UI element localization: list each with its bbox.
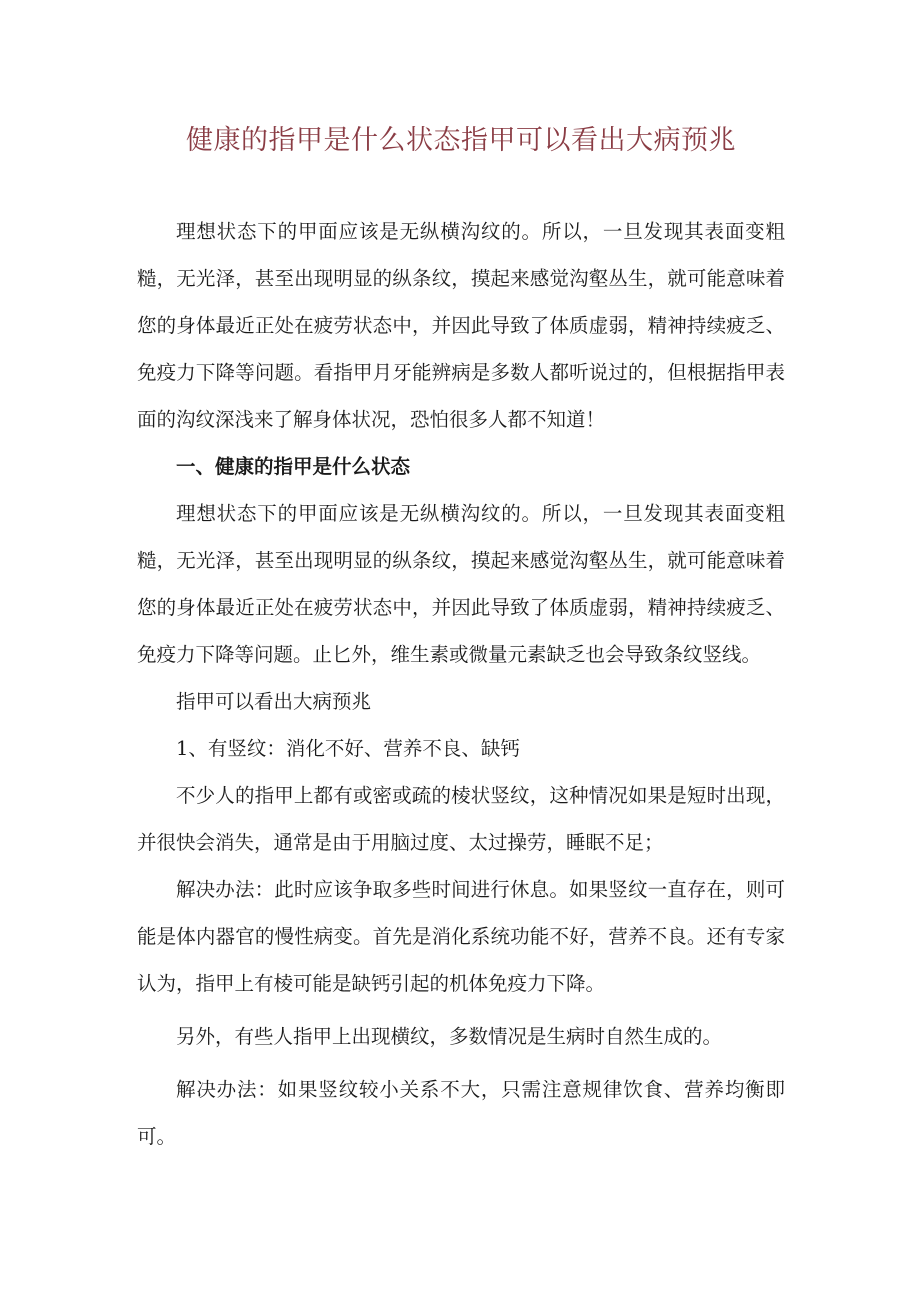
item-1-heading: 1、有竖纹：消化不好、营养不良、缺钙: [176, 737, 520, 760]
final-solution-paragraph: 解决办法：如果竖纹较小关系不大，只需注意规律饮食、营养均衡即可。: [137, 1078, 785, 1148]
document-title: 健康的指甲是什么状态指甲可以看出大病预兆: [186, 125, 736, 156]
item-1-paragraph: 不少人的指甲上都有或密或疏的棱状竖纹，这种情况如果是短时出现，并很快会消失，通常是由于用脑过度、太过操劳，睡眠不足；: [137, 784, 785, 854]
item-1-solution: 解决办法：此时应该争取多些时间进行休息。如果竖纹一直存在，则可能是体内器官的慢性病变。首先是消化系统功能不好，营养不良。还有专家认为，指甲上有棱可能是缺钙引起的机体免疫力下降。: [137, 878, 785, 995]
section-2-heading: 指甲可以看出大病预兆: [176, 690, 372, 713]
horizontal-lines-paragraph: 另外，有些人指甲上出现横纹，多数情况是生病时自然生成的。: [176, 1025, 723, 1048]
section-1-paragraph: 理想状态下的甲面应该是无纵横沟纹的。所以，一旦发现其表面变粗糙，无光泽，甚至出现明显的纵条纹，摸起来感觉沟壑丛生，就可能意味着您的身体最近正处在疲劳状态中，并因此导致了体质虚弱，精神持续疲乏、免疫力下降等问题。止匕外，维生素或微量元素缺乏也会导致条纹竖线。: [137, 502, 785, 666]
intro-paragraph: 理想状态下的甲面应该是无纵横沟纹的。所以，一旦发现其表面变粗糙，无光泽，甚至出现明显的纵条纹，摸起来感觉沟壑丛生，就可能意味着您的身体最近正处在疲劳状态中，并因此导致了体质虚弱，精神持续疲乏、免疫力下降等问题。看指甲月牙能辨病是多数人都听说过的，但根据指甲表面的沟纹深浅来了解身体状况，恐怕很多人都不知道！: [137, 220, 785, 431]
document-body: [137, 208, 785, 1160]
section-1-heading: 一、健康的指甲是什么状态: [176, 455, 411, 478]
